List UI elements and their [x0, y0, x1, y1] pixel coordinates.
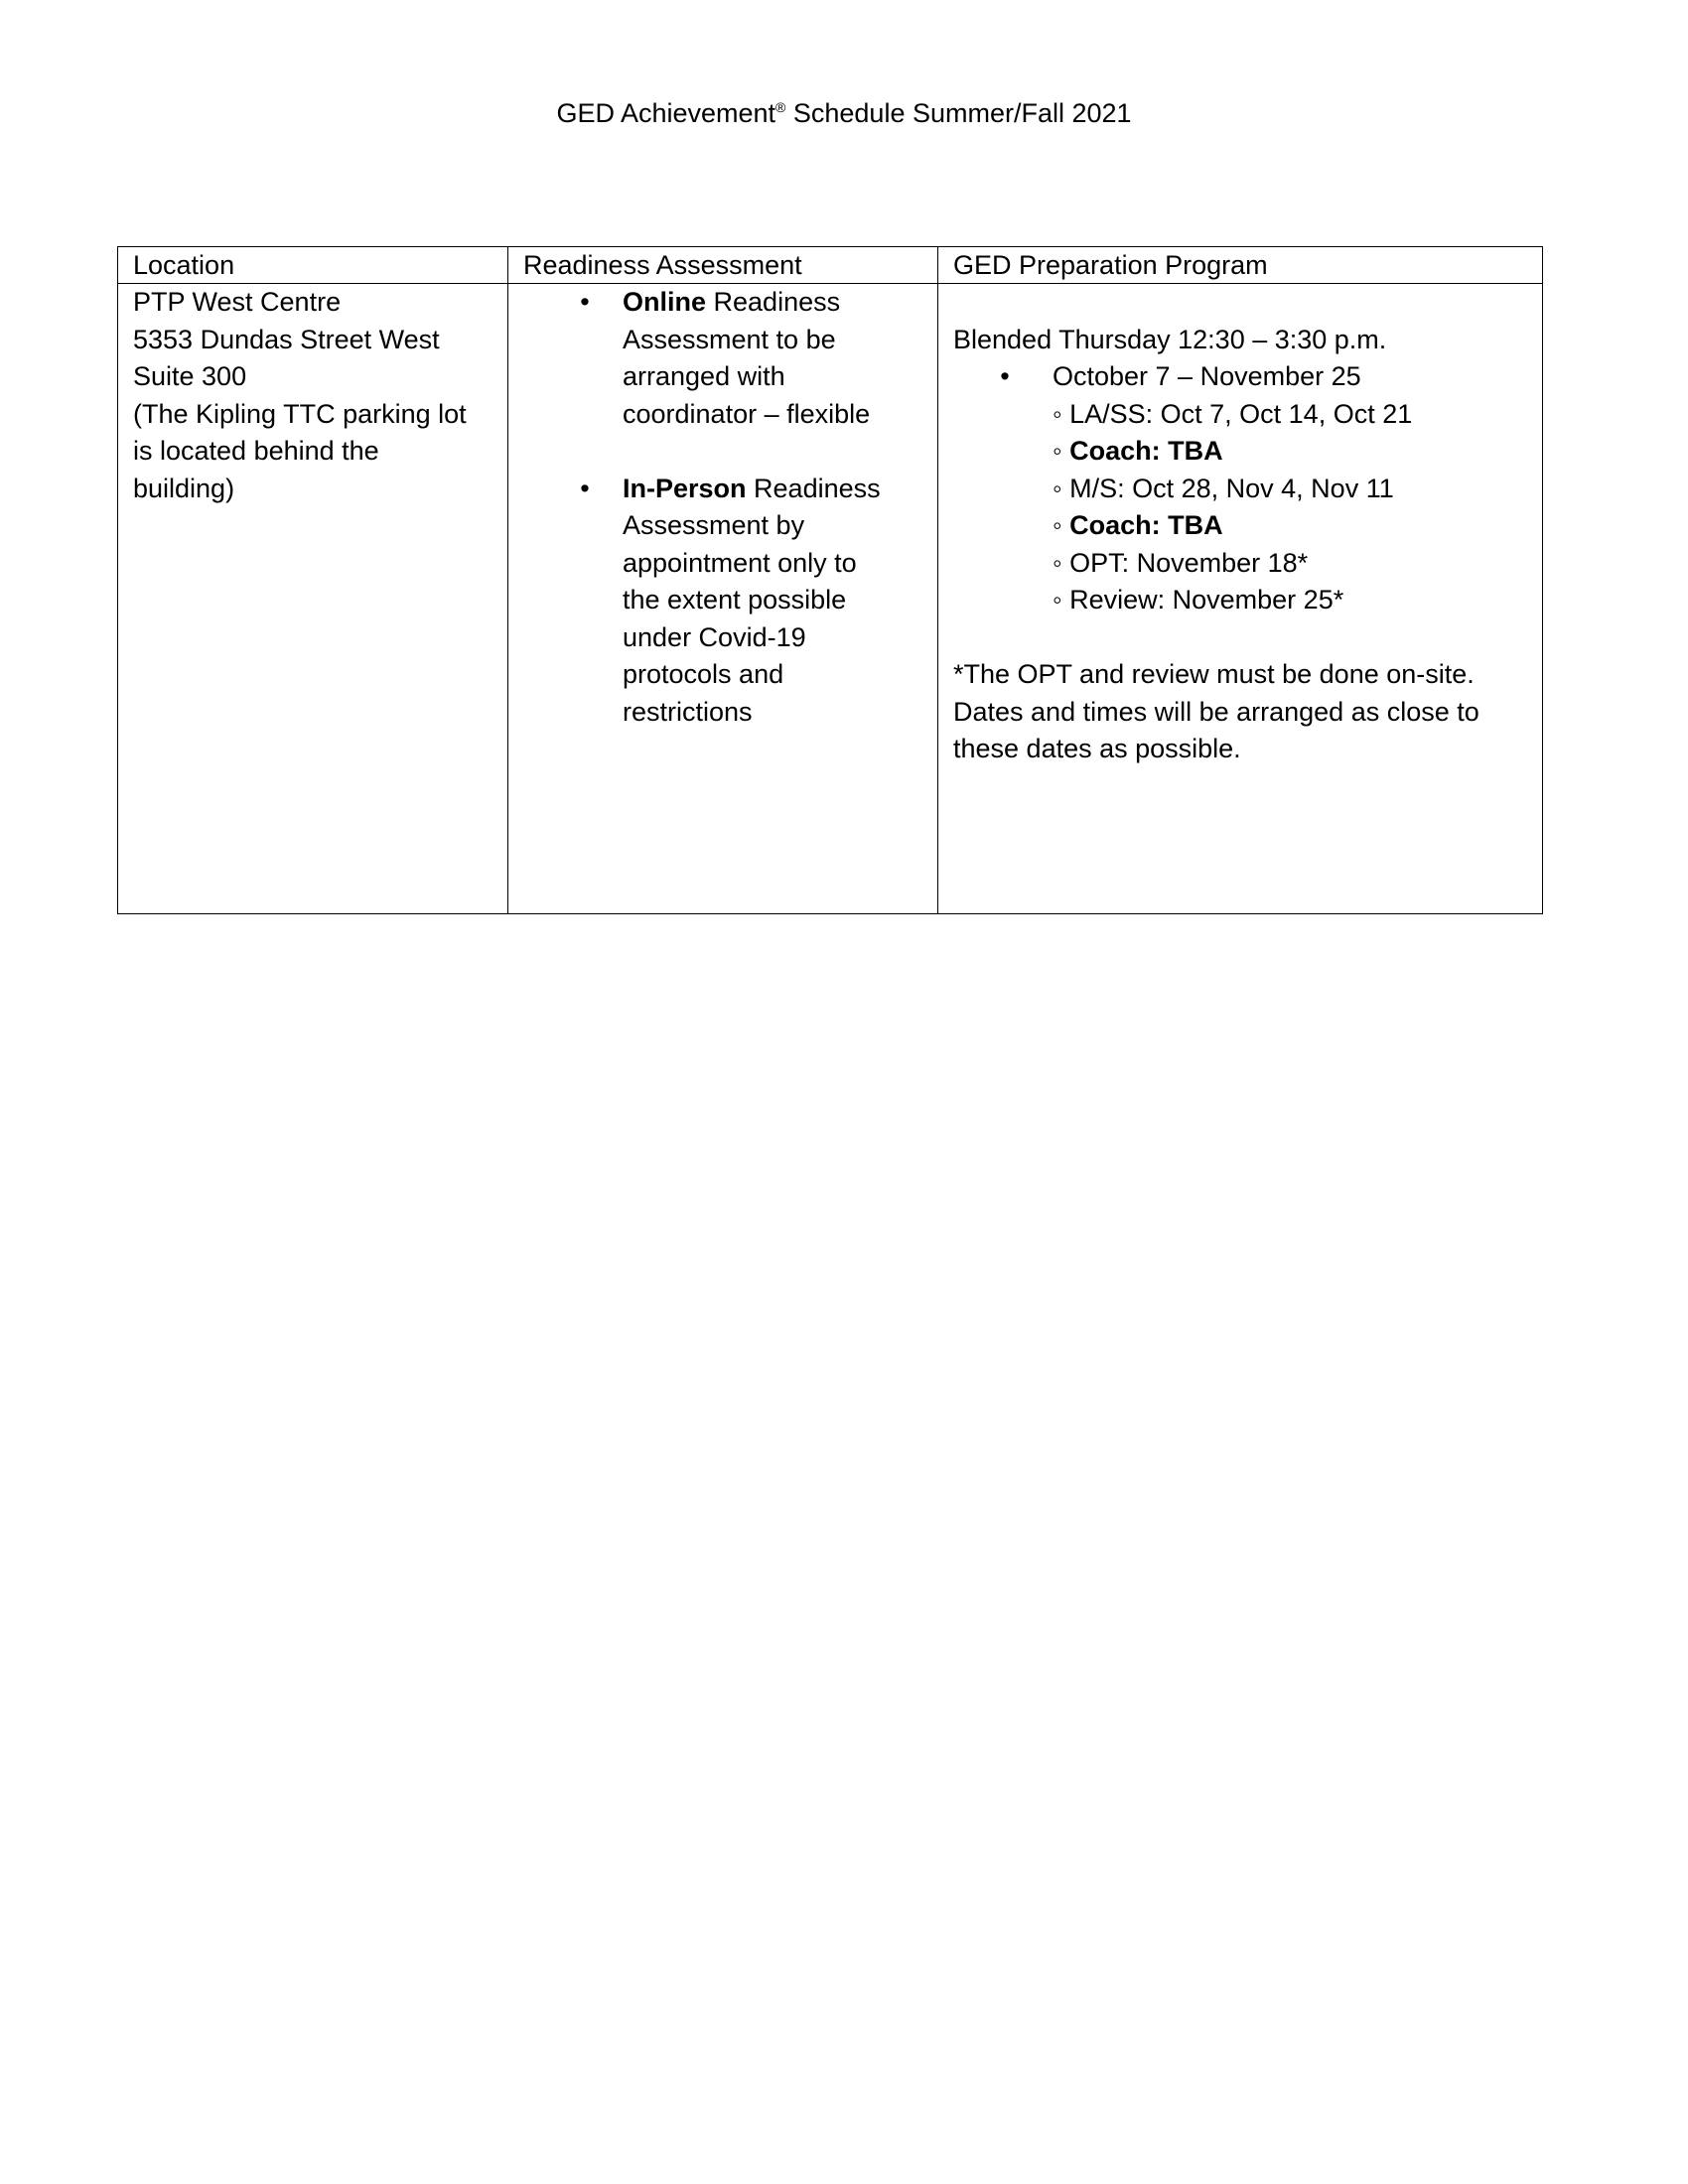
in-person-text: Readiness	[746, 473, 881, 503]
online-label: Online	[623, 287, 707, 317]
sub-item-text: LA/SS: Oct 7, Oct 14, Oct 21	[1069, 398, 1413, 429]
online-assessment-item	[523, 284, 937, 433]
title-suffix: Schedule Summer/Fall 2021	[785, 98, 1132, 128]
hollow-bullet-icon: ◦	[1053, 473, 1062, 503]
header-readiness-assessment: Readiness Assessment	[508, 247, 938, 284]
hollow-bullet-icon: ◦	[1053, 547, 1062, 578]
sub-item-text: M/S: Oct 28, Nov 4, Nov 11	[1069, 473, 1394, 503]
readiness-cell	[508, 284, 938, 914]
table-header-row	[118, 247, 1543, 284]
in-person-text: Assessment by	[623, 510, 805, 540]
title-prefix: GED Achievement	[556, 98, 776, 128]
sub-list-item	[953, 545, 1542, 583]
online-text: arranged with	[623, 361, 785, 391]
header-ged-preparation-program: GED Preparation Program	[938, 247, 1543, 284]
program-cell	[938, 284, 1543, 914]
online-text: Readiness	[706, 287, 841, 317]
sub-item-text: Coach: TBA	[1069, 436, 1223, 466]
sub-item-text: Review: November 25*	[1069, 585, 1344, 614]
bullet-icon: •	[580, 473, 590, 503]
hollow-bullet-icon: ◦	[1053, 510, 1062, 540]
in-person-assessment-item	[523, 471, 937, 732]
sub-list-item	[953, 396, 1542, 434]
registered-mark: ®	[775, 99, 786, 115]
location-line: (The Kipling TTC parking lot	[133, 398, 467, 429]
note-line: Dates and times will be arranged as close to	[953, 696, 1479, 727]
in-person-text: appointment only to	[623, 547, 857, 578]
note-line: these dates as possible.	[953, 734, 1241, 763]
location-line: 5353 Dundas Street West	[133, 324, 440, 354]
sub-list-item	[953, 507, 1542, 545]
session-time: Blended Thursday 12:30 – 3:30 p.m.	[953, 324, 1387, 354]
location-line: is located behind the	[133, 436, 379, 466]
sub-item-text: OPT: November 18*	[1069, 547, 1309, 578]
hollow-bullet-icon: ◦	[1053, 436, 1062, 466]
date-range-item	[953, 358, 1542, 396]
bullet-icon: •	[580, 287, 590, 317]
in-person-text: restrictions	[623, 696, 753, 727]
sub-list-item	[953, 471, 1542, 508]
hollow-bullet-icon: ◦	[1053, 585, 1062, 614]
page-title	[0, 95, 1688, 131]
location-line: building)	[133, 473, 235, 503]
header-location: Location	[118, 247, 508, 284]
in-person-text: the extent possible	[623, 585, 847, 614]
note-line: *The OPT and review must be done on-site.	[953, 659, 1475, 689]
table-row	[118, 284, 1543, 914]
in-person-text: under Covid-19	[623, 621, 806, 652]
location-line: Suite 300	[133, 361, 247, 391]
bullet-icon: •	[1000, 361, 1010, 391]
sub-list-item	[953, 582, 1542, 619]
sub-list-item	[953, 433, 1542, 471]
location-line: PTP West Centre	[133, 287, 342, 317]
in-person-text: protocols and	[623, 659, 784, 689]
in-person-label: In-Person	[623, 473, 747, 503]
schedule-table	[117, 246, 1543, 914]
location-cell	[118, 284, 508, 914]
online-text: coordinator – flexible	[623, 398, 871, 429]
online-text: Assessment to be	[623, 324, 836, 354]
sub-item-text: Coach: TBA	[1069, 510, 1223, 540]
date-range: October 7 – November 25	[1053, 361, 1361, 391]
hollow-bullet-icon: ◦	[1053, 398, 1062, 429]
